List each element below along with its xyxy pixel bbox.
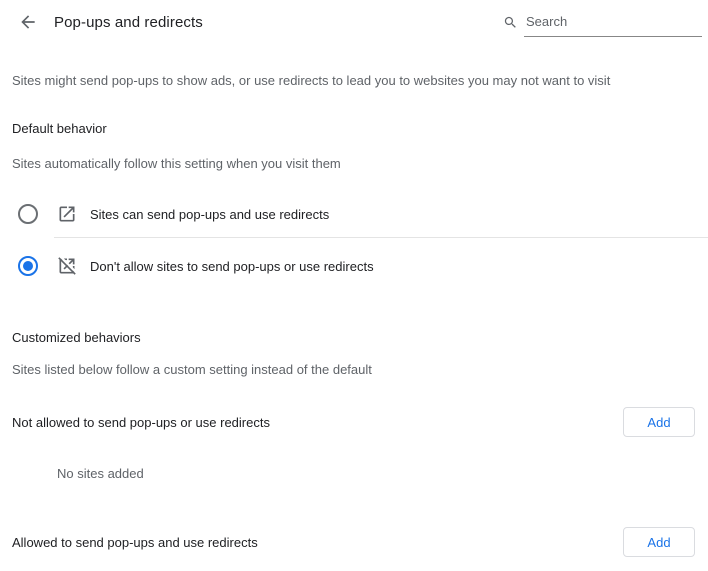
divider (54, 237, 708, 238)
section-heading-default-behavior: Default behavior (12, 121, 107, 136)
popup-blocked-icon (57, 256, 77, 276)
add-blocked-site-button[interactable]: Add (623, 407, 695, 437)
page-description: Sites might send pop-ups to show ads, or use redirects to lead you to websites you may not want to visit (12, 73, 611, 88)
allowed-sites-list-header (0, 527, 708, 557)
section-heading-customized-behaviors: Customized behaviors (12, 330, 141, 345)
search-input[interactable] (524, 14, 702, 37)
radio-option-label: Don't allow sites to send pop-ups or use redirects (90, 258, 374, 274)
popup-allowed-icon (57, 204, 77, 224)
radio-button-unselected[interactable] (18, 204, 38, 224)
radio-dot (23, 261, 33, 271)
page-title: Pop-ups and redirects (54, 13, 203, 31)
no-sites-added-text: No sites added (57, 466, 144, 481)
radio-option-label: Sites can send pop-ups and use redirects (90, 206, 330, 222)
search-box (503, 8, 702, 37)
radio-button-selected[interactable] (18, 256, 38, 276)
back-button[interactable] (16, 10, 40, 34)
page-header (0, 0, 708, 44)
radio-option-allow-popups[interactable] (0, 196, 708, 232)
allowed-list-label: Allowed to send pop-ups and use redirects (12, 534, 258, 550)
add-allowed-site-button[interactable]: Add (623, 527, 695, 557)
search-icon (503, 15, 518, 30)
radio-option-block-popups[interactable] (0, 248, 708, 284)
blocked-sites-list-header (0, 407, 708, 437)
default-behavior-description: Sites automatically follow this setting when you visit them (12, 156, 341, 171)
blocked-list-label: Not allowed to send pop-ups or use redirects (12, 414, 270, 430)
arrow-back-icon (18, 12, 38, 32)
customized-behaviors-description: Sites listed below follow a custom setting instead of the default (12, 362, 372, 377)
